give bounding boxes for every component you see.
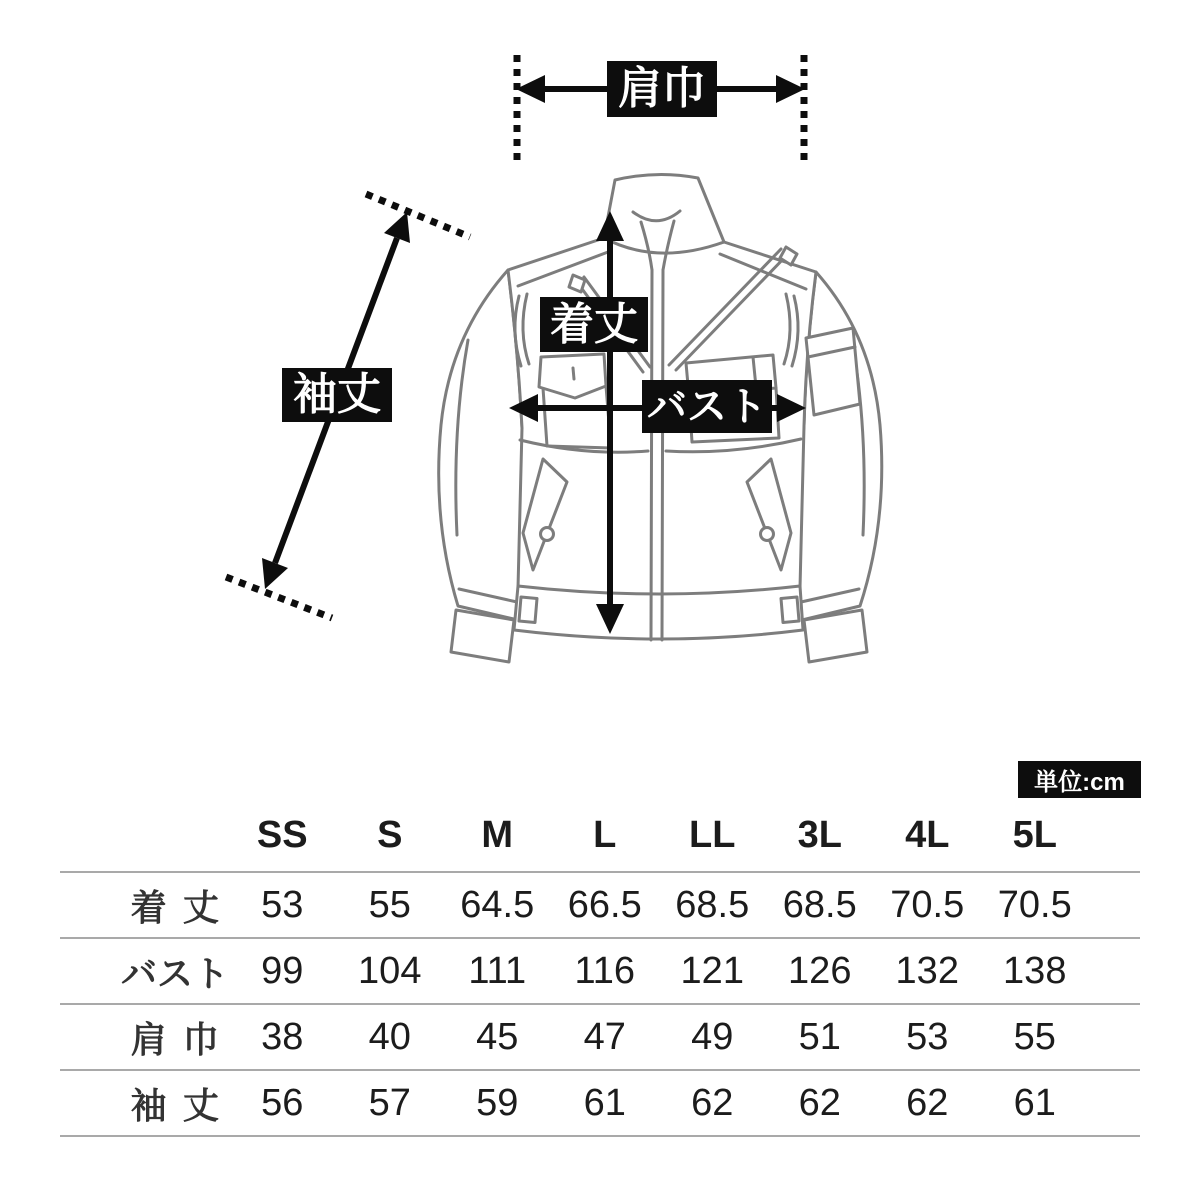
measurement-row-label: バスト <box>121 952 230 994</box>
unit-badge: 単位:cm <box>1018 761 1141 798</box>
jacket-hem-tab-right <box>781 597 799 623</box>
size-value-cell: 68.5 <box>782 883 857 926</box>
jacket-collar <box>604 174 724 253</box>
size-value-cell: 104 <box>358 949 422 992</box>
size-value-cell: 116 <box>574 949 636 992</box>
size-value-cell: 51 <box>798 1015 841 1058</box>
jacket-hem-band <box>514 586 803 639</box>
size-column-header: S <box>377 814 403 856</box>
measurement-row-label: 袖丈 <box>130 1084 236 1126</box>
sleeve-guide-top <box>366 194 470 237</box>
size-value-cell: 61 <box>1013 1081 1056 1124</box>
size-value-cell: 38 <box>261 1015 304 1058</box>
size-value-cell: 56 <box>261 1081 304 1124</box>
jacket-left-chest-zip-pull <box>569 275 585 292</box>
size-value-cell: 62 <box>691 1081 734 1124</box>
size-column-header: SS <box>256 814 308 856</box>
size-column-header: 4L <box>905 814 950 856</box>
size-column-header: LL <box>689 814 736 856</box>
size-value-cell: 53 <box>906 1015 949 1058</box>
size-value-cell: 68.5 <box>675 883 750 926</box>
jacket-left-grommet <box>541 528 554 541</box>
jacket-hem-tab-left <box>519 597 537 623</box>
size-value-cell: 47 <box>583 1015 626 1058</box>
size-value-cell: 45 <box>476 1015 519 1058</box>
size-value-cell: 132 <box>895 949 959 992</box>
sleeve-guide-bottom <box>226 577 332 618</box>
size-value-cell: 61 <box>583 1081 626 1124</box>
size-table-row <box>60 939 1140 1005</box>
size-table <box>60 800 1140 1137</box>
size-table-row <box>60 1005 1140 1071</box>
measurement-row-label: 肩巾 <box>130 1018 236 1060</box>
size-table-row <box>60 1071 1140 1137</box>
size-column-header: 5L <box>1012 814 1057 856</box>
bust-label: バスト <box>642 380 772 433</box>
size-value-cell: 111 <box>468 949 527 992</box>
sleeve-length-label: 袖丈 <box>282 368 392 422</box>
jacket-left-pocket-button <box>573 368 574 379</box>
size-value-cell: 138 <box>1003 949 1067 992</box>
jacket-right-cuff <box>804 610 867 662</box>
size-value-cell: 99 <box>261 949 304 992</box>
jacket-sleeve-pocket <box>806 328 860 415</box>
size-value-cell: 59 <box>476 1081 519 1124</box>
size-table-row <box>60 873 1140 939</box>
size-value-cell: 55 <box>1013 1015 1056 1058</box>
size-value-cell: 53 <box>261 883 304 926</box>
size-column-header: L <box>593 814 617 856</box>
size-value-cell: 70.5 <box>890 883 965 926</box>
size-column-header: M <box>481 814 514 856</box>
size-table-header-row <box>60 800 1140 873</box>
size-value-cell: 55 <box>368 883 411 926</box>
size-value-cell: 62 <box>798 1081 841 1124</box>
jacket-left-sleeve <box>439 270 525 620</box>
size-value-cell: 57 <box>368 1081 411 1124</box>
size-value-cell: 40 <box>368 1015 411 1058</box>
size-value-cell: 62 <box>906 1081 949 1124</box>
jacket-left-cuff <box>451 610 514 662</box>
body-length-label: 着丈 <box>540 297 648 352</box>
size-value-cell: 64.5 <box>460 883 535 926</box>
measurement-row-label: 着丈 <box>130 886 236 928</box>
size-value-cell: 70.5 <box>997 883 1072 926</box>
size-value-cell: 49 <box>691 1015 734 1058</box>
size-column-header: 3L <box>797 814 842 856</box>
size-value-cell: 66.5 <box>567 883 642 926</box>
size-value-cell: 121 <box>680 949 744 992</box>
jacket-right-grommet <box>761 528 774 541</box>
size-value-cell: 126 <box>788 949 852 992</box>
shoulder-width-label: 肩巾 <box>607 61 717 117</box>
